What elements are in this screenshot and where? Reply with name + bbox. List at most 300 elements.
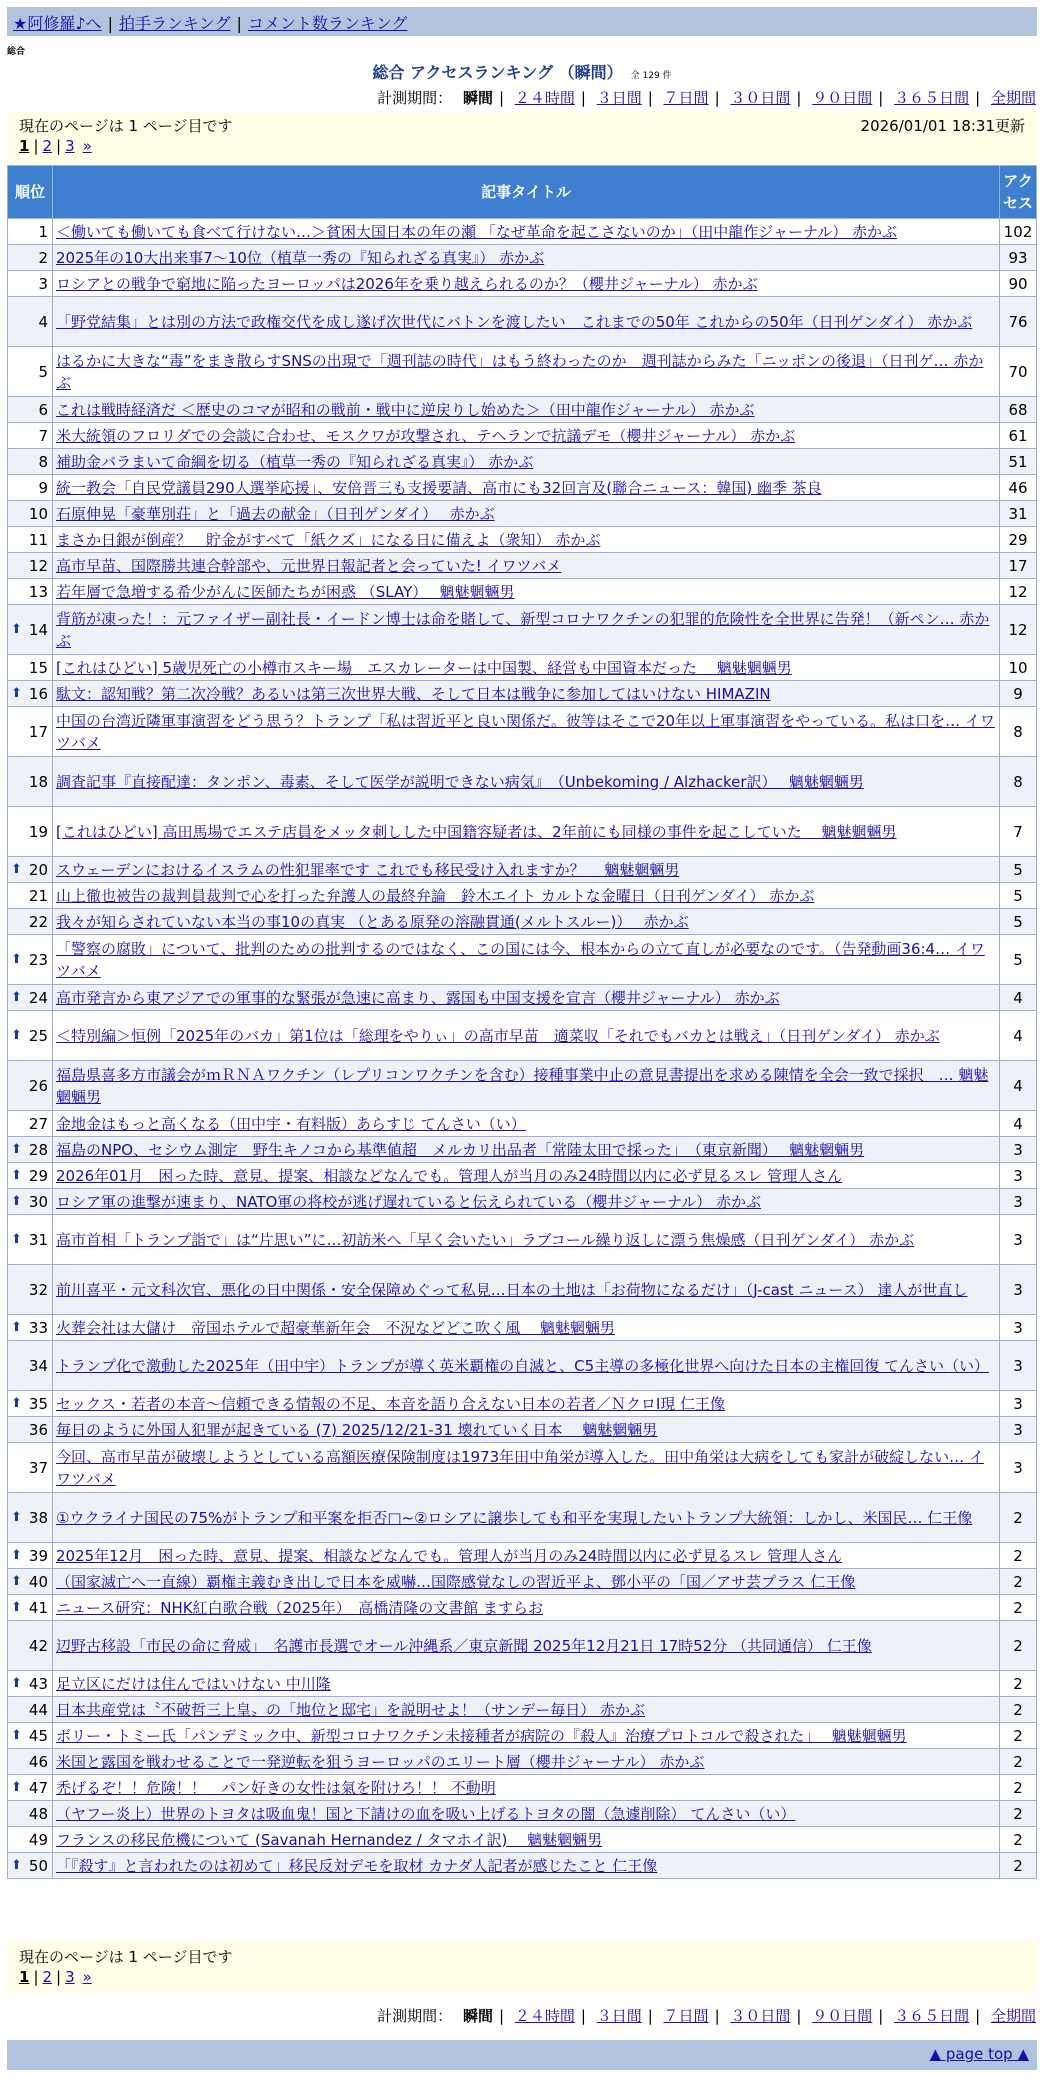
article-title-link[interactable]: 中国の台湾近隣軍事演習をどう思う？トランプ「私は習近平と良い関係だ。彼等はそこで20年以上軍事演習をやっている。私は口を… イワツバメ — [56, 711, 995, 752]
access-count: 5 — [1000, 857, 1036, 882]
rank-up-arrow-icon: ⬆ — [11, 989, 22, 1005]
rank-number: 10 — [28, 504, 48, 523]
page-title — [0, 60, 1044, 83]
rank-number: 38 — [28, 1508, 48, 1527]
period-link-365d[interactable]: ３６５日間 — [894, 89, 970, 107]
rank-number: 13 — [28, 582, 48, 601]
rank-cell — [8, 449, 52, 474]
pager-page-3[interactable]: 3 — [65, 1968, 75, 1986]
access-count: 2 — [1000, 1775, 1036, 1800]
article-title-link[interactable]: 米国と露国を戦わせることで一発逆転を狙うヨーロッパのエリート層（櫻井ジャーナル） 赤かぶ — [56, 1752, 705, 1771]
rank-number: 21 — [28, 886, 48, 905]
article-title-link[interactable]: 日本共産党は〝不破哲三上皇〟の「地位と邸宅」を説明せよ！（サンデー毎日） 赤かぶ — [56, 1700, 646, 1719]
table-row — [8, 1853, 1036, 1878]
access-count: 3 — [1000, 1341, 1036, 1390]
title-cell — [53, 1315, 999, 1340]
rank-cell — [8, 1569, 52, 1594]
rank-number: 42 — [28, 1636, 48, 1655]
rank-number: 5 — [38, 362, 48, 381]
table-row — [8, 1671, 1036, 1696]
article-title-link[interactable]: 石原伸晃「豪華別荘」と「過去の献金」（日刊ゲンダイ） 赤かぶ — [56, 504, 495, 523]
period-link-7d[interactable]: ７日間 — [663, 89, 709, 107]
rank-number: 7 — [38, 426, 48, 445]
bottom-bar — [7, 2040, 1037, 2070]
rank-cell — [8, 1827, 52, 1852]
table-row — [8, 1137, 1036, 1162]
pager-page-2[interactable]: 2 — [42, 137, 53, 155]
rank-cell — [8, 985, 52, 1010]
updated-timestamp: 2026/01/01 18:31更新 — [860, 117, 1025, 135]
title-cell — [53, 475, 999, 500]
rank-cell — [8, 1137, 52, 1162]
title-cell — [53, 1265, 999, 1314]
rank-number: 28 — [28, 1140, 48, 1159]
access-count: 17 — [1000, 553, 1036, 578]
pager-current-page: 1 — [19, 1968, 30, 1986]
article-title-link[interactable]: ニュース研究：NHK紅白歌合戦（2025年） 高橋清隆の文書館 ますらお — [56, 1598, 544, 1617]
table-row — [8, 1595, 1036, 1620]
title-cell — [53, 1853, 999, 1878]
rank-number: 18 — [28, 772, 48, 791]
title-cell — [53, 297, 999, 346]
nav-link-asyura[interactable]: ★阿修羅♪へ — [13, 14, 102, 33]
total-count: 全 129 件 — [630, 71, 672, 81]
access-count: 12 — [1000, 579, 1036, 604]
period-link-7d[interactable]: ７日間 — [663, 2007, 709, 2025]
article-title-link[interactable]: 高市発言から東アジアでの軍事的な緊張が急速に高まり、露国も中国支援を宣言（櫻井ジャーナル） 赤かぶ — [56, 988, 780, 1007]
nav-separator: | — [107, 14, 113, 33]
period-link-365d[interactable]: ３６５日間 — [894, 2007, 970, 2025]
rank-cell — [8, 1189, 52, 1214]
rank-up-arrow-icon: ⬆ — [11, 1779, 22, 1795]
access-count: 3 — [1000, 1315, 1036, 1340]
table-row — [8, 681, 1036, 706]
period-current: 瞬間 — [462, 89, 493, 107]
article-title-link[interactable]: [これはひどい] 5歳児死亡の小樽市スキー場 エスカレーターは中国製、経営も中国資本だった 魑魅魍魎男 — [56, 658, 792, 677]
rank-up-arrow-icon: ⬆ — [11, 1727, 22, 1743]
access-count: 51 — [1000, 449, 1036, 474]
article-title-link[interactable]: 高市首相「トランプ詣で」は“片思い”に…初訪米へ「早く会いたい」ラブコール繰り返しに漂う焦燥感（日刊ゲンダイ） 赤かぶ — [56, 1230, 915, 1249]
access-count: 4 — [1000, 1061, 1036, 1110]
article-title-link[interactable]: 米大統領のフロリダでの会談に合わせ、モスクワが攻撃され、テヘランで抗議デモ（櫻井ジャーナル） 赤かぶ — [56, 426, 796, 445]
rank-cell — [8, 475, 52, 500]
table-row — [8, 1391, 1036, 1416]
table-row — [8, 347, 1036, 396]
access-count: 4 — [1000, 985, 1036, 1010]
rank-number: 11 — [28, 530, 48, 549]
rank-cell — [8, 1215, 52, 1264]
title-cell — [53, 501, 999, 526]
rank-cell — [8, 1341, 52, 1390]
table-row — [8, 245, 1036, 270]
rank-number: 22 — [28, 912, 48, 931]
access-count: 3 — [1000, 1265, 1036, 1314]
title-cell — [53, 707, 999, 756]
article-title-link[interactable]: 若年層で急増する希少がんに医師たちが困惑 （SLAY） 魑魅魍魎男 — [56, 582, 515, 601]
article-title-link[interactable]: （ヤフー炎上）世界のトヨタは吸血鬼！国と下請けの血を吸い上げるトヨタの闇（急遽削除） てんさい（い） — [56, 1804, 796, 1823]
rank-cell — [8, 1775, 52, 1800]
rank-number: 17 — [28, 722, 48, 741]
article-title-link[interactable]: 背筋が凍った！：元ファイザー副社長・イードン博士は命を賭して、新型コロナワクチンの犯罪的危険性を全世界に告発！（新ペン… 赤かぶ — [56, 609, 990, 650]
access-count: 102 — [1000, 219, 1036, 244]
rank-cell — [8, 1061, 52, 1110]
table-row — [8, 985, 1036, 1010]
rank-cell — [8, 527, 52, 552]
article-title-link[interactable]: 駄文：認知戦？第二次冷戦？あるいは第三次世界大戦、そして日本は戦争に参加してはいけない HIMAZIN — [56, 684, 771, 703]
access-count: 93 — [1000, 245, 1036, 270]
rank-cell — [8, 1749, 52, 1774]
period-current: 瞬間 — [462, 2007, 493, 2025]
article-title-link[interactable]: 福島県喜多方市議会がｍＲＮＡワクチン（レプリコンワクチンを含む）接種事業中止の意見書提出を求める陳情を全会一致で採択 … 魑魅魍魎男 — [56, 1065, 989, 1106]
article-title-link[interactable]: 山上徹也被告の裁判員裁判で心を打った弁護人の最終弁論 鈴木エイト カルトな金曜日（日刊ゲンダイ） 赤かぶ — [56, 886, 815, 905]
access-count: 5 — [1000, 909, 1036, 934]
rank-cell — [8, 935, 52, 984]
title-cell — [53, 1595, 999, 1620]
article-title-link[interactable]: ロシア軍の進撃が速まり、NATO軍の将校が逃げ遅れていると伝えられている（櫻井ジャーナル） 赤かぶ — [56, 1192, 762, 1211]
access-count: 4 — [1000, 1011, 1036, 1060]
pager-top: 1 | 2 | 3 » — [19, 137, 92, 155]
rank-cell — [8, 655, 52, 680]
title-cell — [53, 655, 999, 680]
period-link-3d[interactable]: ３日間 — [596, 89, 642, 107]
access-count: 68 — [1000, 397, 1036, 422]
article-title-link[interactable]: 前川喜平・元文科次官、悪化の日中関係・安全保障めぐって私見…日本の土地は「お荷物になるだけ」（J-cast ニュース） 達人が世直し — [56, 1280, 968, 1299]
rank-cell — [8, 1443, 52, 1492]
table-row — [8, 655, 1036, 680]
article-title-link[interactable]: 辺野古移設「市民の命に脅威」 名護市長選でオール沖縄系／東京新聞 2025年12月21日 17時52分 （共同通信） 仁王像 — [56, 1636, 872, 1655]
rank-cell — [8, 807, 52, 856]
table-row — [8, 807, 1036, 856]
title-cell — [53, 935, 999, 984]
access-count: 46 — [1000, 475, 1036, 500]
article-title-link[interactable]: 2026年01月 困った時、意見、提案、相談などなんでも。管理人が当月のみ24時間以内に必ず見るスレ 管理人さん — [56, 1166, 843, 1185]
pager-current-page: 1 — [19, 137, 30, 155]
access-count: 90 — [1000, 271, 1036, 296]
rank-number: 33 — [28, 1318, 48, 1337]
rank-number: 45 — [28, 1726, 48, 1745]
article-title-link[interactable]: 統一教会「自民党議員290人選挙応援」、安倍晋三も支援要請、高市にも32回言及(聯合ニュース：韓国) 幽季 茶良 — [56, 478, 822, 497]
access-count: 2 — [1000, 1801, 1036, 1826]
title-cell — [53, 1215, 999, 1264]
article-title-link[interactable]: 補助金バラまいて命綱を切る（植草一秀の『知られざる真実』） 赤かぶ — [56, 452, 534, 471]
article-title-link[interactable]: これは戦時経済だ ＜歴史のコマが昭和の戦前・戦中に逆戻りし始めた＞（田中龍作ジャーナル） 赤かぶ — [56, 400, 755, 419]
rank-up-arrow-icon: ⬆ — [11, 1675, 22, 1691]
rank-up-arrow-icon: ⬆ — [11, 1509, 22, 1525]
article-title-link[interactable]: 金地金はもっと高くなる（田中宇・有料版）あらすじ てんさい（い） — [56, 1114, 526, 1133]
rank-number: 30 — [28, 1192, 48, 1211]
table-row — [8, 423, 1036, 448]
title-cell — [53, 857, 999, 882]
title-cell — [53, 883, 999, 908]
access-count: 3 — [1000, 1189, 1036, 1214]
access-count: 3 — [1000, 1215, 1036, 1264]
access-count: 2 — [1000, 1493, 1036, 1542]
rank-cell — [8, 681, 52, 706]
access-count: 2 — [1000, 1595, 1036, 1620]
article-title-link[interactable]: ①ウクライナ国民の75%がトランプ和平案を拒否□~②ロシアに譲歩しても和平を実現したいトランプ大統領：しかし、米国民… 仁王像 — [56, 1508, 973, 1527]
ranking-table — [7, 165, 1037, 1879]
rank-number: 3 — [38, 274, 48, 293]
access-count: 76 — [1000, 297, 1036, 346]
article-title-link[interactable]: フランスの移民危機について (Savanah Hernandez / タマホイ訳) 魑魅魍魎男 — [56, 1830, 603, 1849]
table-row — [8, 579, 1036, 604]
table-row — [8, 527, 1036, 552]
table-row — [8, 553, 1036, 578]
access-count: 2 — [1000, 1621, 1036, 1670]
access-count: 12 — [1000, 605, 1036, 654]
table-row — [8, 1341, 1036, 1390]
table-row — [8, 1749, 1036, 1774]
access-count: 2 — [1000, 1697, 1036, 1722]
rank-number: 2 — [38, 248, 48, 267]
rank-cell — [8, 245, 52, 270]
table-row — [8, 397, 1036, 422]
access-count: 8 — [1000, 707, 1036, 756]
table-row — [8, 1621, 1036, 1670]
table-row — [8, 909, 1036, 934]
title-cell — [53, 397, 999, 422]
access-count: 5 — [1000, 935, 1036, 984]
article-title-link[interactable]: 毎日のように外国人犯罪が起きている (7) 2025/12/21-31 壊れていく日本 魑魅魍魎男 — [56, 1420, 658, 1439]
title-cell — [53, 1543, 999, 1568]
article-title-link[interactable]: 今回、高市早苗が破壊しようとしている高額医療保険制度は1973年田中角栄が導入した。田中角栄は大病をしても家計が破綻しない… イワツバメ — [56, 1447, 984, 1488]
article-title-link[interactable]: まさか日銀が倒産？ 貯金がすべて「紙クズ」になる日に備えよ（衆知） 赤かぶ — [56, 530, 601, 549]
rank-cell — [8, 1723, 52, 1748]
title-cell — [53, 1801, 999, 1826]
title-cell — [53, 1011, 999, 1060]
title-cell — [53, 347, 999, 396]
rank-cell — [8, 1163, 52, 1188]
rank-number: 14 — [28, 620, 48, 639]
rank-number: 24 — [28, 988, 48, 1007]
period-link-24h[interactable]: ２４時間 — [514, 89, 575, 107]
rank-cell — [8, 1671, 52, 1696]
access-count: 31 — [1000, 501, 1036, 526]
access-count: 3 — [1000, 1391, 1036, 1416]
rank-number: 41 — [28, 1598, 48, 1617]
table-row — [8, 1723, 1036, 1748]
period-label: 計測期間： — [377, 2007, 453, 2025]
title-cell — [53, 527, 999, 552]
title-cell — [53, 1621, 999, 1670]
table-row — [8, 757, 1036, 806]
rank-cell — [8, 1011, 52, 1060]
column-header-title: 記事タイトル — [53, 166, 999, 218]
rank-number: 47 — [28, 1778, 48, 1797]
nav-link-clap-ranking[interactable]: 拍手ランキング — [118, 14, 231, 33]
rank-up-arrow-icon: ⬆ — [11, 1599, 22, 1615]
period-link-30d[interactable]: ３０日間 — [730, 89, 791, 107]
table-row — [8, 1315, 1036, 1340]
page-info-bottom — [7, 1942, 1037, 1992]
rank-number: 29 — [28, 1166, 48, 1185]
rank-cell — [8, 1315, 52, 1340]
article-title-link[interactable]: 足立区にだけは住んではいけない 中川隆 — [56, 1674, 331, 1693]
period-link-90d[interactable]: ９０日間 — [812, 89, 873, 107]
page-top-link[interactable]: ▲ page top ▲ — [929, 2045, 1029, 2063]
rank-cell — [8, 579, 52, 604]
access-count: 7 — [1000, 807, 1036, 856]
rank-cell — [8, 1391, 52, 1416]
access-count: 2 — [1000, 1827, 1036, 1852]
article-title-link[interactable]: 「警察の腐敗」について、批判のための批判するのではなく、この国には今、根本からの立て直しが必要なのです。（告発動画36:4… イワツバメ — [56, 939, 985, 980]
rank-up-arrow-icon: ⬆ — [11, 685, 22, 701]
page-info-text: 現在のページは 1 ページ目です — [19, 1948, 233, 1966]
title-cell — [53, 1671, 999, 1696]
article-title-link[interactable]: 高市早苗、国際勝共連合幹部や、元世界日報記者と会っていた! イワツバメ — [56, 556, 562, 575]
article-title-link[interactable]: 禿げるぞ！！危険！！ パン好きの女性は氣を附けろ！！ 不動明 — [56, 1778, 496, 1797]
rank-cell — [8, 397, 52, 422]
rank-number: 15 — [28, 658, 48, 677]
rank-number: 6 — [38, 400, 48, 419]
article-title-link[interactable]: スウェーデンにおけるイスラムの性犯罪率です これでも移民受け入れますか？ 魑魅魍魎男 — [56, 860, 680, 879]
table-row — [8, 1827, 1036, 1852]
rank-up-arrow-icon: ⬆ — [11, 1027, 22, 1043]
article-title-link[interactable]: セックス・若者の本音～信頼できる情報の不足、本音を語り合えない日本の若者／ＮクロI現 仁王像 — [56, 1394, 726, 1413]
title-cell — [53, 1137, 999, 1162]
period-link-3d[interactable]: ３日間 — [596, 2007, 642, 2025]
rank-cell — [8, 1697, 52, 1722]
table-row — [8, 1775, 1036, 1800]
category-label: 総合 — [7, 47, 26, 57]
period-label: 計測期間： — [377, 89, 453, 107]
rank-cell — [8, 1543, 52, 1568]
pager-page-2[interactable]: 2 — [42, 1968, 53, 1986]
table-row — [8, 605, 1036, 654]
title-cell — [53, 553, 999, 578]
access-count: 3 — [1000, 1137, 1036, 1162]
access-count: 2 — [1000, 1853, 1036, 1878]
access-count: 2 — [1000, 1749, 1036, 1774]
rank-number: 31 — [28, 1230, 48, 1249]
rank-number: 12 — [28, 556, 48, 575]
article-title-link[interactable]: ロシアとの戦争で窮地に陥ったヨーロッパは2026年を乗り越えられるのか？（櫻井ジャーナル） 赤かぶ — [56, 274, 758, 293]
period-link-all[interactable]: 全期間 — [990, 89, 1036, 107]
table-row — [8, 1443, 1036, 1492]
period-link-90d[interactable]: ９０日間 — [812, 2007, 873, 2025]
title-cell — [53, 605, 999, 654]
article-title-link[interactable]: [これはひどい] 高田馬場でエステ店員をメッタ刺しした中国籍容疑者は、2年前にも同様の事件を起こしていた 魑魅魍魎男 — [56, 822, 897, 841]
rank-cell — [8, 297, 52, 346]
period-selector-bottom: 計測期間： 瞬間 | ２４時間 | ３日間 | ７日間 | ３０日間 | ９０日間 | ３６５日間 | 全期間 — [377, 2007, 1036, 2025]
access-count: 3 — [1000, 1163, 1036, 1188]
table-row — [8, 1493, 1036, 1542]
pager-next[interactable]: » — [82, 137, 92, 155]
rank-up-arrow-icon: ⬆ — [11, 1857, 22, 1873]
article-title-link[interactable]: 我々が知らされていない本当の事10の真実 （とある原発の溶融貫通(メルトスルー)） 赤かぶ — [56, 912, 689, 931]
article-title-link[interactable]: はるかに大きな“毒”をまき散らすSNSの出現で「週刊誌の時代」はもう終わったのか 週刊誌からみた「ニッポンの後退」（日刊ゲ… 赤かぶ — [56, 351, 984, 392]
access-count: 29 — [1000, 527, 1036, 552]
access-count: 9 — [1000, 681, 1036, 706]
table-row — [8, 271, 1036, 296]
rank-cell — [8, 757, 52, 806]
table-row — [8, 449, 1036, 474]
pager-next[interactable]: » — [82, 1968, 92, 1986]
table-row — [8, 1011, 1036, 1060]
article-title-link[interactable]: 火葬会社は大儲け 帝国ホテルで超豪華新年会 不況などどこ吹く風 魑魅魍魎男 — [56, 1318, 616, 1337]
period-link-30d[interactable]: ３０日間 — [730, 2007, 791, 2025]
rank-cell — [8, 707, 52, 756]
period-link-all[interactable]: 全期間 — [990, 2007, 1036, 2025]
article-title-link[interactable]: 福島のNPO、セシウム測定 野生キノコから基準値超 メルカリ出品者「常陸太田で採った」 （東京新聞） 魑魅魍魎男 — [56, 1140, 865, 1159]
rank-cell — [8, 1621, 52, 1670]
article-title-link[interactable]: トランプ化で激動した2025年（田中宇）トランプが導く英米覇権の自滅と、C5主導の多極化世界へ向けた日本の主権回復 てんさい（い） — [56, 1356, 989, 1375]
rank-number: 48 — [28, 1804, 48, 1823]
table-row — [8, 857, 1036, 882]
title-cell — [53, 1749, 999, 1774]
title-cell — [53, 579, 999, 604]
rank-number: 39 — [28, 1546, 48, 1565]
rank-cell — [8, 553, 52, 578]
article-title-link[interactable]: ボリー・トミー氏「パンデミック中、新型コロナワクチン未接種者が病院の『殺人』治療プロトコルで殺された」 魑魅魍魎男 — [56, 1726, 907, 1745]
rank-number: 50 — [28, 1856, 48, 1875]
table-row — [8, 297, 1036, 346]
article-title-link[interactable]: 「野党結集」とは別の方法で政権交代を成し遂げ次世代にバトンを渡したい これまでの50年 これからの50年（日刊ゲンダイ） 赤かぶ — [56, 312, 973, 331]
title-cell — [53, 1775, 999, 1800]
article-title-link[interactable]: 2025年12月 困った時、意見、提案、相談などなんでも。管理人が当月のみ24時間以内に必ず見るスレ 管理人さん — [56, 1546, 843, 1565]
rank-cell — [8, 423, 52, 448]
rank-cell — [8, 605, 52, 654]
rank-cell — [8, 1111, 52, 1136]
page-info-text: 現在のページは 1 ページ目です — [19, 117, 233, 135]
article-title-link[interactable]: 「『殺す』と言われたのは初めて」移民反対デモを取材 カナダ人記者が感じたこと 仁王像 — [56, 1856, 658, 1875]
title-cell — [53, 271, 999, 296]
article-title-link[interactable]: （国家滅亡へ一直線）覇権主義むき出しで日本を威嚇…国際感覚なしの習近平よ、鄧小平の「国／アサ芸プラス 仁王像 — [56, 1572, 856, 1591]
table-row — [8, 1215, 1036, 1264]
access-count: 2 — [1000, 1671, 1036, 1696]
rank-cell — [8, 1595, 52, 1620]
table-row — [8, 1163, 1036, 1188]
rank-number: 32 — [28, 1280, 48, 1299]
top-nav-bar — [7, 7, 1037, 36]
table-row — [8, 1417, 1036, 1442]
table-row — [8, 1801, 1036, 1826]
nav-link-comment-ranking[interactable]: コメント数ランキング — [247, 14, 408, 33]
table-row — [8, 501, 1036, 526]
table-row — [8, 219, 1036, 244]
article-title-link[interactable]: 調査記事『直接配達：タンポン、毒素、そして医学が説明できない病気』 （Unbekoming / Alzhacker訳） 魑魅魍魎男 — [56, 772, 864, 791]
rank-number: 1 — [38, 222, 48, 241]
title-cell — [53, 1827, 999, 1852]
rank-number: 49 — [28, 1830, 48, 1849]
rank-cell — [8, 1417, 52, 1442]
title-cell — [53, 245, 999, 270]
rank-up-arrow-icon: ⬆ — [11, 1167, 22, 1183]
rank-cell — [8, 271, 52, 296]
rank-up-arrow-icon: ⬆ — [11, 621, 22, 637]
rank-number: 9 — [38, 478, 48, 497]
rank-cell — [8, 883, 52, 908]
access-count: 61 — [1000, 423, 1036, 448]
table-row — [8, 1265, 1036, 1314]
article-title-link[interactable]: 2025年の10大出来事7～10位（植草一秀の『知られざる真実』） 赤かぶ — [56, 248, 545, 267]
period-link-24h[interactable]: ２４時間 — [514, 2007, 575, 2025]
title-cell — [53, 1341, 999, 1390]
article-title-link[interactable]: ＜特別編＞恒例「2025年のバカ」第1位は「総理をやりぃ」の高市早苗 適菜収「それでもバカとは戦え」（日刊ゲンダイ） 赤かぶ — [56, 1026, 940, 1045]
article-title-link[interactable]: ＜働いても働いても食べて行けない…＞貧困大国日本の年の瀬 「なぜ革命を起こさないのか」（田中龍作ジャーナル） 赤かぶ — [56, 222, 897, 241]
rank-number: 8 — [38, 452, 48, 471]
access-count: 5 — [1000, 883, 1036, 908]
table-row — [8, 1543, 1036, 1568]
pager-page-3[interactable]: 3 — [65, 137, 75, 155]
rank-up-arrow-icon: ⬆ — [11, 861, 22, 877]
table-row — [8, 883, 1036, 908]
table-row — [8, 1189, 1036, 1214]
rank-up-arrow-icon: ⬆ — [11, 951, 22, 967]
rank-up-arrow-icon: ⬆ — [11, 1573, 22, 1589]
title-cell — [53, 1111, 999, 1136]
rank-cell — [8, 501, 52, 526]
